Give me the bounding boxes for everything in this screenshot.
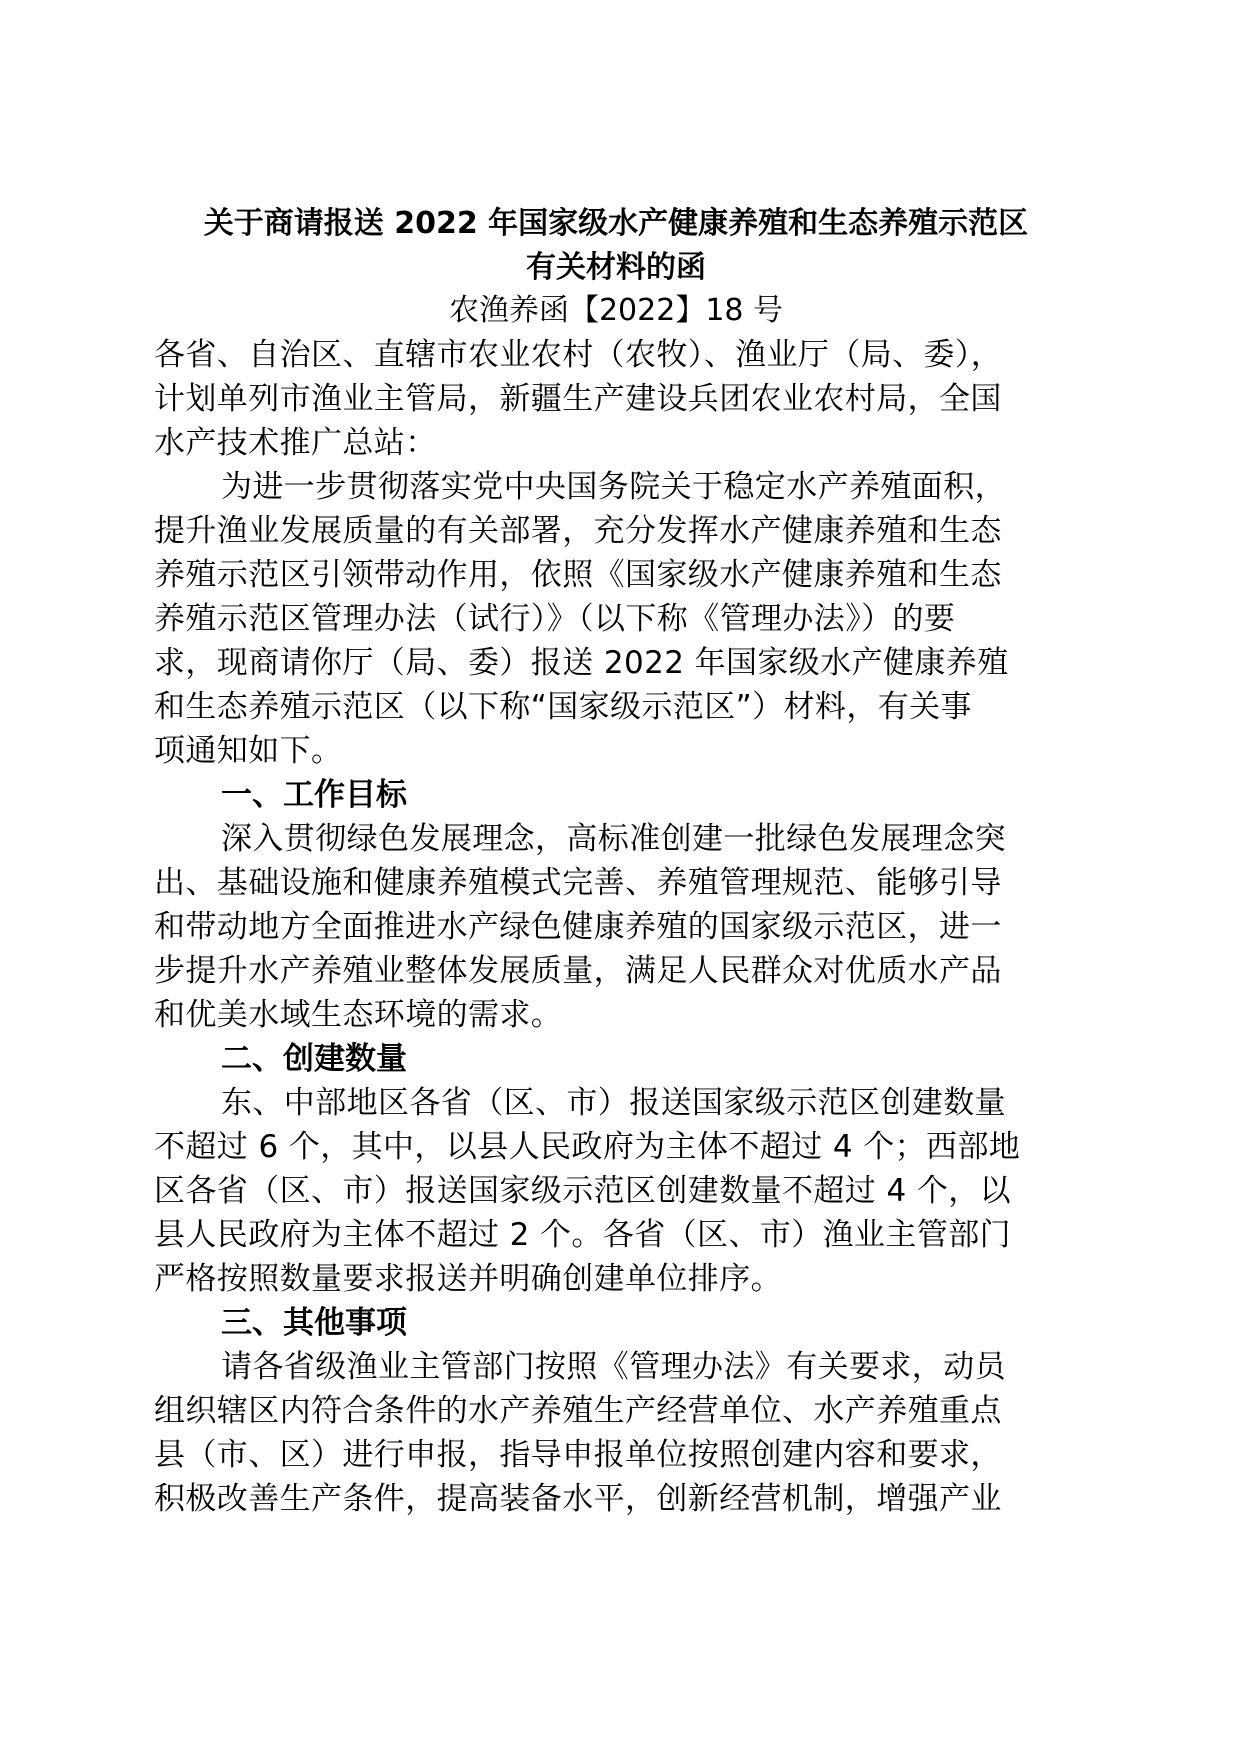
addressee-line: 计划单列市渔业主管局，新疆生产建设兵团农业农村局，全国	[154, 381, 1002, 417]
section-2-paragraph-line: 区各省（区、市）报送国家级示范区创建数量不超过 4 个，以	[154, 1173, 1012, 1209]
intro-paragraph-line: 养殖示范区引领带动作用，依照《国家级水产健康养殖和生态	[154, 557, 1002, 593]
document-title-line-2: 有关材料的函	[526, 250, 706, 285]
section-heading-creation-quantity: 二、创建数量	[221, 1041, 407, 1077]
intro-paragraph-line: 为进一步贯彻落实党中央国务院关于稳定水产养殖面积，	[221, 469, 1006, 505]
section-2-paragraph-line: 东、中部地区各省（区、市）报送国家级示范区创建数量	[221, 1085, 1006, 1121]
section-1-paragraph-line: 和优美水域生态环境的需求。	[154, 997, 563, 1033]
addressee-line: 各省、自治区、直辖市农业农村（农牧）、渔业厅（局、委），	[154, 337, 1003, 373]
intro-paragraph-line: 养殖示范区管理办法（试行）》（以下称《管理办法》）的要	[154, 601, 956, 637]
section-3-paragraph-line: 积极改善生产条件，提高装备水平，创新经营机制，增强产业	[154, 1481, 1002, 1517]
section-2-paragraph-line: 严格按照数量要求报送并明确创建单位排序。	[154, 1261, 782, 1297]
intro-paragraph-line: 求，现商请你厅（局、委）报送 2022 年国家级水产健康养殖	[154, 645, 1009, 681]
section-1-paragraph-line: 和带动地方全面推进水产绿色健康养殖的国家级示范区，进一	[154, 909, 1002, 945]
section-3-paragraph-line: 县（市、区）进行申报，指导申报单位按照创建内容和要求，	[154, 1437, 1002, 1473]
intro-paragraph-line: 项通知如下。	[154, 733, 343, 769]
section-heading-work-goals: 一、工作目标	[221, 777, 407, 813]
section-3-paragraph-line: 组织辖区内符合条件的水产养殖生产经营单位、水产养殖重点	[154, 1393, 1002, 1429]
section-1-paragraph-line: 深入贯彻绿色发展理念，高标准创建一批绿色发展理念突	[221, 821, 1006, 857]
intro-paragraph-line: 提升渔业发展质量的有关部署，充分发挥水产健康养殖和生态	[154, 513, 1002, 549]
section-heading-other-matters: 三、其他事项	[221, 1305, 407, 1341]
addressee-line: 水产技术推广总站：	[154, 425, 437, 461]
document-number: 农渔养函【2022】18 号	[448, 293, 784, 328]
intro-paragraph-line: 和生态养殖示范区（以下称“国家级示范区”）材料，有关事	[154, 689, 972, 725]
section-3-paragraph-line: 请各省级渔业主管部门按照《管理办法》有关要求，动员	[221, 1349, 1006, 1385]
section-1-paragraph-line: 出、基础设施和健康养殖模式完善、养殖管理规范、能够引导	[154, 865, 1002, 901]
section-2-paragraph-line: 不超过 6 个，其中，以县人民政府为主体不超过 4 个；西部地	[154, 1129, 1021, 1165]
document-title-line-1: 关于商请报送 2022 年国家级水产健康养殖和生态养殖示范区	[203, 206, 1029, 241]
section-2-paragraph-line: 县人民政府为主体不超过 2 个。各省（区、市）渔业主管部门	[154, 1217, 1012, 1253]
section-1-paragraph-line: 步提升水产养殖业整体发展质量，满足人民群众对优质水产品	[154, 953, 1002, 989]
